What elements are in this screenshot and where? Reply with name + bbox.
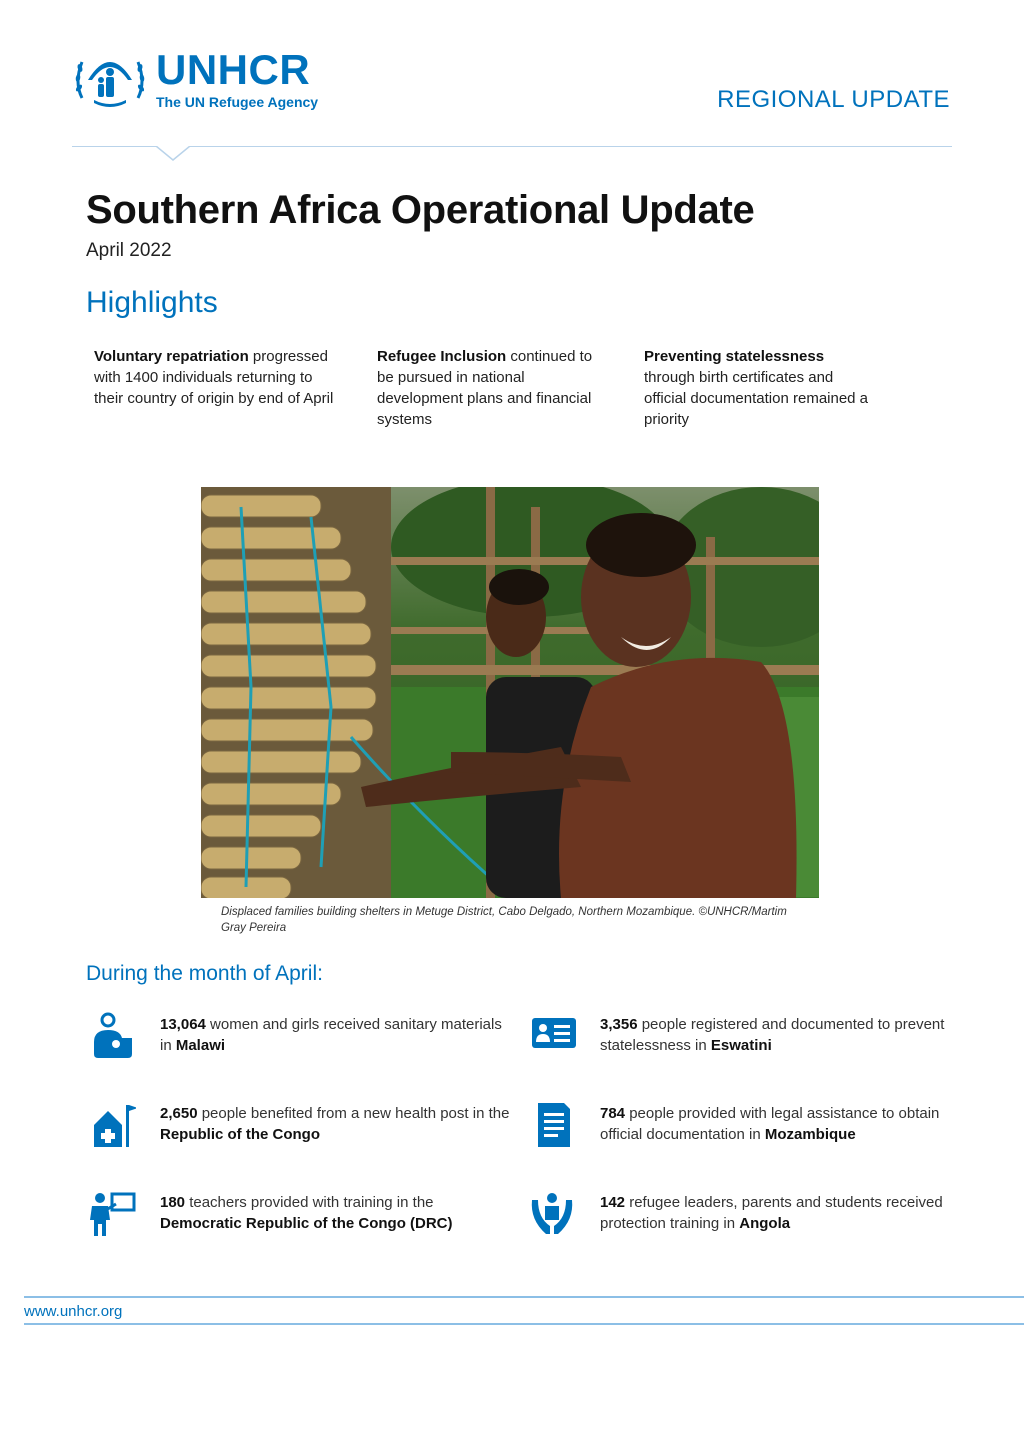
stat-place: Angola — [739, 1215, 791, 1232]
footer-divider — [24, 1323, 1024, 1325]
chevron-down-icon — [156, 146, 190, 162]
highlight-item — [377, 346, 607, 430]
document-icon — [528, 1101, 576, 1149]
stat-number: 784 — [600, 1105, 626, 1122]
header-divider — [72, 146, 952, 147]
stat-number: 3,356 — [600, 1016, 638, 1033]
highlights-heading: Highlights — [86, 286, 218, 319]
stat-number: 180 — [160, 1194, 186, 1211]
highlight-item — [644, 346, 869, 430]
during-heading: During the month of April: — [86, 962, 323, 985]
photo-caption: Displaced families building shelters in Metuge District, Cabo Delgado, Northern Mozambique. ©UNHCR/Martim Gray Pereira — [221, 906, 787, 934]
stat-number: 2,650 — [160, 1105, 198, 1122]
protection-hands-icon — [528, 1190, 576, 1238]
stat-item — [528, 1101, 940, 1161]
stat-place: Democratic Republic of the Congo (DRC) — [160, 1215, 453, 1232]
stat-place: Eswatini — [710, 1037, 772, 1054]
stat-text: people provided with legal assistance to obtain official documentation in — [600, 1105, 940, 1143]
stat-item — [528, 1190, 943, 1250]
stat-place: Malawi — [175, 1037, 226, 1054]
cover-photo — [201, 487, 819, 898]
unhcr-emblem-icon — [72, 48, 148, 112]
stat-item — [528, 1012, 945, 1072]
teacher-icon — [88, 1190, 136, 1238]
stat-place: Republic of the Congo — [160, 1126, 320, 1143]
highlight-title: Voluntary repatriation — [94, 348, 249, 365]
unhcr-logo — [72, 48, 352, 114]
highlight-title: Refugee Inclusion — [377, 348, 507, 365]
stat-place: Mozambique — [764, 1126, 856, 1143]
highlight-text: continued to be pursued in national development plans and financial systems — [377, 348, 593, 428]
stat-item — [88, 1101, 510, 1161]
stat-text: people registered and documented to prevent statelessness in — [600, 1016, 945, 1054]
woman-girl-icon — [88, 1012, 136, 1060]
stat-item — [88, 1190, 488, 1250]
stat-number: 142 — [600, 1194, 626, 1211]
stat-text: women and girls received sanitary materials in — [160, 1016, 502, 1054]
footer-divider — [24, 1296, 1024, 1298]
stat-text: refugee leaders, parents and students received protection training in — [600, 1194, 943, 1232]
stat-text: teachers provided with training in the — [185, 1194, 434, 1211]
id-card-icon — [528, 1012, 576, 1060]
brand-tagline: The UN Refugee Agency — [156, 94, 319, 110]
health-post-icon — [88, 1101, 136, 1149]
highlight-text: progressed with 1400 individuals returning to their country of origin by end of April — [94, 348, 334, 407]
highlight-text: through birth certificates and official documentation remained a priority — [644, 369, 869, 428]
report-date: April 2022 — [86, 240, 172, 261]
stat-item — [88, 1012, 502, 1072]
brand-name: UNHCR — [156, 46, 311, 93]
highlight-item — [94, 346, 344, 409]
report-type-label: REGIONAL UPDATE — [717, 86, 950, 113]
highlight-title: Preventing statelessness — [644, 348, 825, 365]
stat-text: people benefited from a new health post in the — [197, 1105, 510, 1122]
page-title: Southern Africa Operational Update — [86, 188, 755, 232]
footer-website-link[interactable]: www.unhcr.org — [24, 1303, 123, 1320]
stat-number: 13,064 — [160, 1016, 206, 1033]
